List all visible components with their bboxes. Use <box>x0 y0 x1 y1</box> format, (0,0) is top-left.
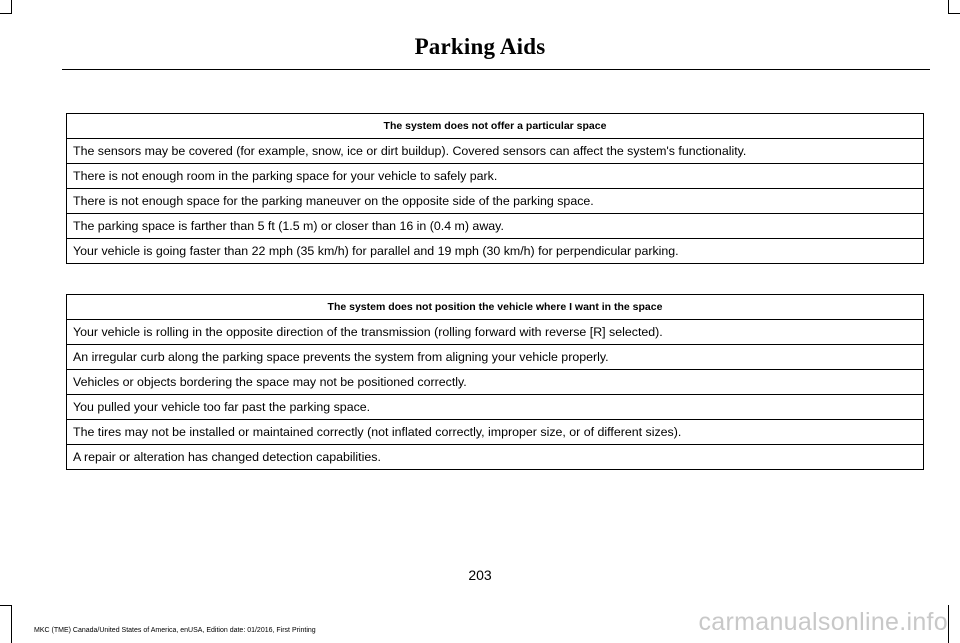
table-cell: The parking space is farther than 5 ft (1.5 m) or closer than 16 in (0.4 m) away. <box>67 214 924 239</box>
table-row <box>67 189 924 214</box>
table-row <box>67 139 924 164</box>
table-row <box>67 320 924 345</box>
header-divider <box>62 69 930 70</box>
table-heading: The system does not offer a particular space <box>67 114 924 139</box>
table-cell: An irregular curb along the parking space prevents the system from aligning your vehicle properly. <box>67 345 924 370</box>
table-row <box>67 420 924 445</box>
crop-mark-bottom-left-horizontal <box>0 605 12 606</box>
table-cell: You pulled your vehicle too far past the parking space. <box>67 395 924 420</box>
crop-mark-top-left-horizontal <box>0 13 12 14</box>
table-position-not-wanted <box>66 294 924 470</box>
table-cell: Your vehicle is going faster than 22 mph (35 km/h) for parallel and 19 mph (30 km/h) for perpendicular parking. <box>67 239 924 264</box>
table-row <box>67 164 924 189</box>
table-row <box>67 239 924 264</box>
table-row <box>67 445 924 470</box>
watermark: carmanualsonline.info <box>698 608 948 636</box>
table-row <box>67 370 924 395</box>
table-row <box>67 395 924 420</box>
crop-mark-top-left-vertical <box>11 0 12 14</box>
crop-mark-bottom-left-vertical <box>11 605 12 643</box>
table-cell: The sensors may be covered (for example, snow, ice or dirt buildup). Covered sensors can affect the system's functionality. <box>67 139 924 164</box>
table-no-particular-space <box>66 113 924 264</box>
table-header-row <box>67 114 924 139</box>
page-title: Parking Aids <box>414 34 546 59</box>
edition-footer: MKC (TME) Canada/United States of America, enUSA, Edition date: 01/2016, First Printing <box>34 627 316 634</box>
table-row <box>67 345 924 370</box>
table-cell: There is not enough space for the parking maneuver on the opposite side of the parking space. <box>67 189 924 214</box>
crop-mark-top-right-horizontal <box>948 13 960 14</box>
table-cell: The tires may not be installed or maintained correctly (not inflated correctly, improper size, or of different sizes). <box>67 420 924 445</box>
table-cell: Vehicles or objects bordering the space may not be positioned correctly. <box>67 370 924 395</box>
table-header-row <box>67 295 924 320</box>
table-cell: There is not enough room in the parking space for your vehicle to safely park. <box>67 164 924 189</box>
table-cell: Your vehicle is rolling in the opposite direction of the transmission (rolling forward with reverse [R] selected). <box>67 320 924 345</box>
table-heading: The system does not position the vehicle where I want in the space <box>67 295 924 320</box>
table-row <box>67 214 924 239</box>
page-number: 203 <box>468 567 492 583</box>
crop-mark-top-right-vertical <box>948 0 949 14</box>
crop-mark-bottom-right-vertical <box>948 605 949 643</box>
table-cell: A repair or alteration has changed detection capabilities. <box>67 445 924 470</box>
